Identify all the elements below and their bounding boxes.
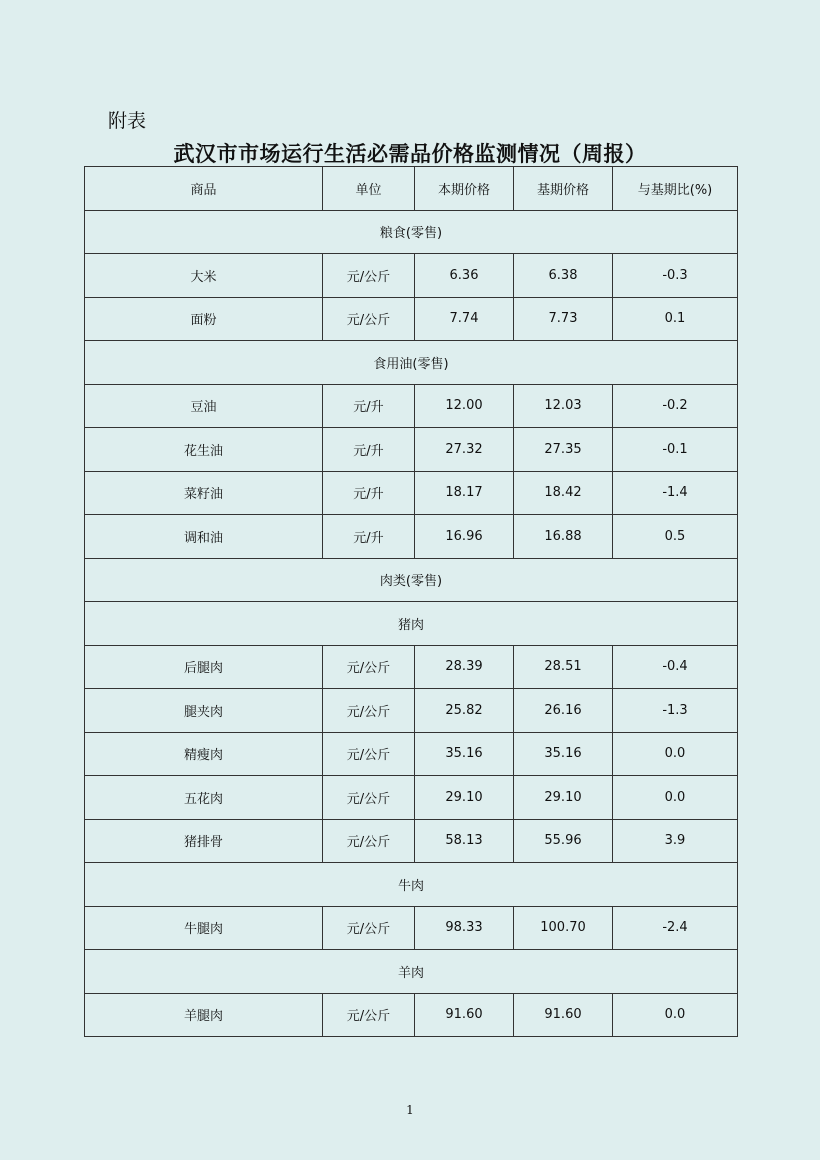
unit-cell: 元/升 [323, 471, 415, 515]
change-percent-cell: 0.5 [613, 515, 738, 559]
section-heading: 粮食(零售) [85, 210, 738, 254]
commodity-cell: 花生油 [85, 428, 323, 472]
change-percent-cell: -0.1 [613, 428, 738, 472]
base-price-cell: 27.35 [514, 428, 613, 472]
section-row [85, 341, 738, 385]
unit-cell: 元/公斤 [323, 689, 415, 733]
table-row [85, 819, 738, 863]
commodity-cell: 后腿肉 [85, 645, 323, 689]
change-percent-cell: 3.9 [613, 819, 738, 863]
table-row [85, 297, 738, 341]
current-price-cell: 16.96 [415, 515, 514, 559]
section-row [85, 863, 738, 907]
base-price-cell: 16.88 [514, 515, 613, 559]
commodity-cell: 精瘦肉 [85, 732, 323, 776]
commodity-cell: 猪排骨 [85, 819, 323, 863]
table-row [85, 645, 738, 689]
unit-cell: 元/公斤 [323, 993, 415, 1037]
base-price-cell: 6.38 [514, 254, 613, 298]
section-row [85, 602, 738, 646]
base-price-cell: 26.16 [514, 689, 613, 733]
section-row [85, 950, 738, 994]
unit-cell: 元/公斤 [323, 819, 415, 863]
section-heading: 肉类(零售) [85, 558, 738, 602]
section-heading: 羊肉 [85, 950, 738, 994]
commodity-cell: 羊腿肉 [85, 993, 323, 1037]
base-price-cell: 35.16 [514, 732, 613, 776]
section-row [85, 558, 738, 602]
change-percent-cell: -2.4 [613, 906, 738, 950]
table-row [85, 732, 738, 776]
base-price-cell: 29.10 [514, 776, 613, 820]
unit-cell: 元/公斤 [323, 732, 415, 776]
current-price-cell: 29.10 [415, 776, 514, 820]
base-price-cell: 100.70 [514, 906, 613, 950]
current-price-cell: 98.33 [415, 906, 514, 950]
current-price-cell: 35.16 [415, 732, 514, 776]
commodity-cell: 五花肉 [85, 776, 323, 820]
table-row [85, 689, 738, 733]
current-price-cell: 12.00 [415, 384, 514, 428]
table-body [85, 210, 738, 1037]
commodity-cell: 面粉 [85, 297, 323, 341]
unit-cell: 元/公斤 [323, 906, 415, 950]
unit-cell: 元/公斤 [323, 297, 415, 341]
section-heading: 猪肉 [85, 602, 738, 646]
page-number: 1 [406, 1103, 414, 1117]
unit-cell: 元/公斤 [323, 645, 415, 689]
appendix-label: 附表 [108, 110, 147, 132]
base-price-cell: 28.51 [514, 645, 613, 689]
section-heading: 牛肉 [85, 863, 738, 907]
commodity-cell: 菜籽油 [85, 471, 323, 515]
base-price-cell: 91.60 [514, 993, 613, 1037]
base-price-cell: 55.96 [514, 819, 613, 863]
unit-cell: 元/公斤 [323, 254, 415, 298]
base-price-cell: 7.73 [514, 297, 613, 341]
base-price-cell: 18.42 [514, 471, 613, 515]
base-price-cell: 12.03 [514, 384, 613, 428]
change-percent-cell: 0.1 [613, 297, 738, 341]
page-title: 武汉市市场运行生活必需品价格监测情况（周报） [173, 142, 647, 166]
current-price-cell: 27.32 [415, 428, 514, 472]
table-row [85, 906, 738, 950]
table-header-row [85, 167, 738, 211]
header-change-percent: 与基期比(%) [613, 167, 738, 211]
unit-cell: 元/公斤 [323, 776, 415, 820]
table-row [85, 515, 738, 559]
change-percent-cell: -1.3 [613, 689, 738, 733]
change-percent-cell: -0.4 [613, 645, 738, 689]
change-percent-cell: -1.4 [613, 471, 738, 515]
commodity-cell: 大米 [85, 254, 323, 298]
commodity-cell: 调和油 [85, 515, 323, 559]
current-price-cell: 6.36 [415, 254, 514, 298]
unit-cell: 元/升 [323, 428, 415, 472]
table-row [85, 471, 738, 515]
price-table [84, 166, 738, 1037]
current-price-cell: 25.82 [415, 689, 514, 733]
commodity-cell: 牛腿肉 [85, 906, 323, 950]
table-row [85, 428, 738, 472]
commodity-cell: 豆油 [85, 384, 323, 428]
change-percent-cell: -0.3 [613, 254, 738, 298]
table-row [85, 254, 738, 298]
change-percent-cell: -0.2 [613, 384, 738, 428]
unit-cell: 元/升 [323, 515, 415, 559]
section-row [85, 210, 738, 254]
table-row [85, 993, 738, 1037]
change-percent-cell: 0.0 [613, 732, 738, 776]
section-heading: 食用油(零售) [85, 341, 738, 385]
unit-cell: 元/升 [323, 384, 415, 428]
header-current-price: 本期价格 [415, 167, 514, 211]
current-price-cell: 58.13 [415, 819, 514, 863]
table-row [85, 776, 738, 820]
change-percent-cell: 0.0 [613, 993, 738, 1037]
header-unit: 单位 [323, 167, 415, 211]
commodity-cell: 腿夹肉 [85, 689, 323, 733]
current-price-cell: 7.74 [415, 297, 514, 341]
change-percent-cell: 0.0 [613, 776, 738, 820]
header-commodity: 商品 [85, 167, 323, 211]
header-base-price: 基期价格 [514, 167, 613, 211]
table-row [85, 384, 738, 428]
current-price-cell: 18.17 [415, 471, 514, 515]
current-price-cell: 28.39 [415, 645, 514, 689]
current-price-cell: 91.60 [415, 993, 514, 1037]
